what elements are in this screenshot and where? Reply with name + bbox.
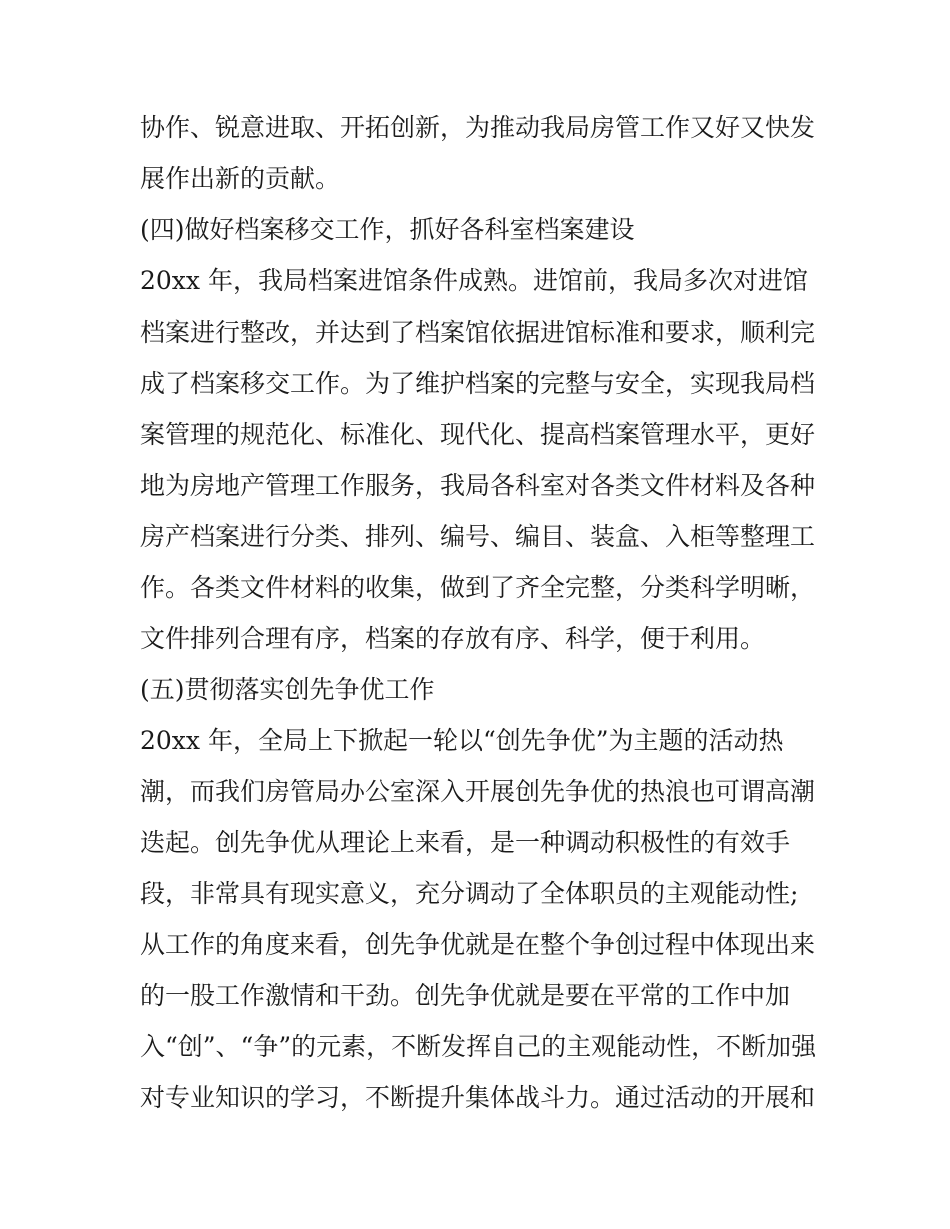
text-line: 20xx 年，全局上下掀起一轮以“创先争优”为主题的活动热 [140,726,784,755]
text-line: 从工作的角度来看，创先争优就是在整个争创过程中体现出来 [140,930,816,959]
text-line: 作。各类文件材料的收集，做到了齐全完整，分类科学明晰， [140,573,816,602]
text-line: 对专业知识的学习，不断提升集体战斗力。通过活动的开展和 [140,1083,816,1112]
text-line: 成了档案移交工作。为了维护档案的完整与安全，实现我局档 [140,369,816,398]
text-line: 档案进行整改，并达到了档案馆依据进馆标准和要求，顺利完 [140,318,816,347]
text-line: 房产档案进行分类、排列、编号、编目、装盒、入柜等整理工 [140,522,816,551]
text-line: 案管理的规范化、标准化、现代化、提高档案管理水平，更好 [140,420,816,449]
text-line: 段，非常具有现实意义，充分调动了全体职员的主观能动性; [140,879,799,908]
text-line: 展作出新的贡献。 [140,164,341,193]
section-heading-4: (四)做好档案移交工作，抓好各科室档案建设 [140,215,635,244]
text-line: 20xx 年，我局档案进馆条件成熟。进馆前，我局多次对进馆 [140,266,808,295]
text-line: 的一股工作激情和干劲。创先争优就是要在平常的工作中加 [140,981,791,1010]
text-line: 潮，而我们房管局办公室深入开展创先争优的热浪也可谓高潮 [140,777,816,806]
text-line: 文件排列合理有序，档案的存放有序、科学，便于利用。 [140,624,766,653]
text-line: 入“创”、“争”的元素，不断发挥自己的主观能动性，不断加强 [140,1032,817,1061]
text-line: 迭起。创先争优从理论上来看，是一种调动积极性的有效手 [140,828,791,857]
text-line: 协作、锐意进取、开拓创新，为推动我局房管工作又好又快发 [140,113,816,142]
text-line: 地为房地产管理工作服务，我局各科室对各类文件材料及各种 [140,471,816,500]
section-heading-5: (五)贯彻落实创先争优工作 [140,675,435,704]
